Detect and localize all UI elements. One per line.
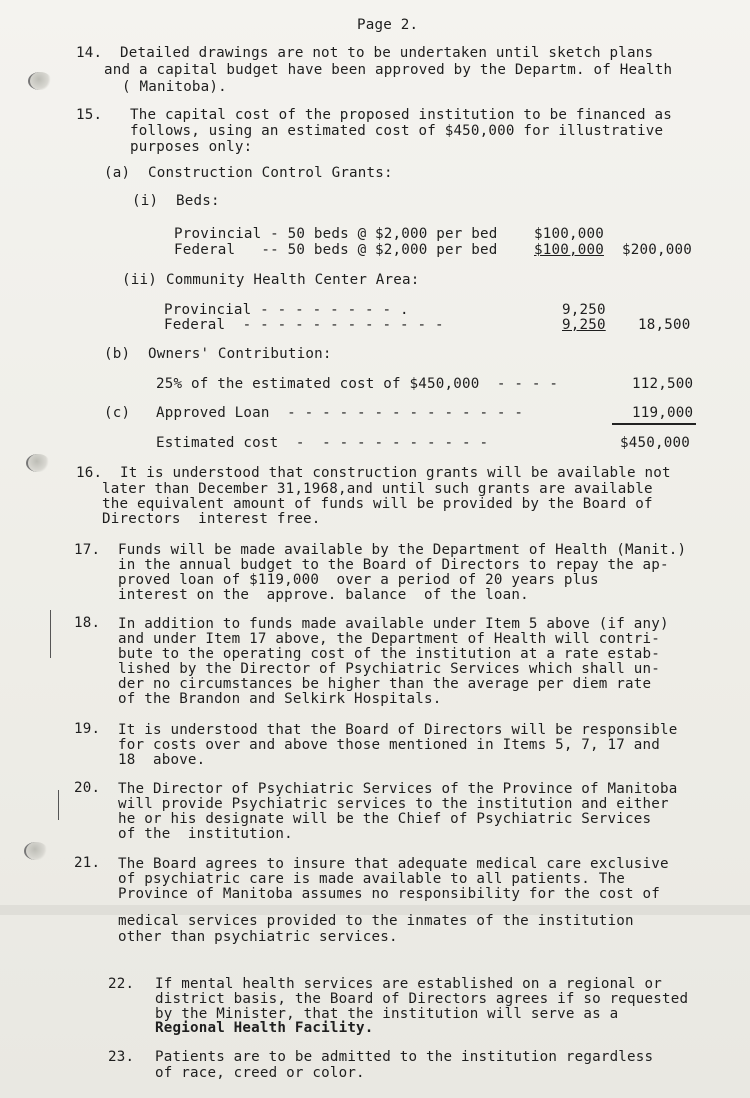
punch-hole-top (28, 72, 52, 90)
loan-underline (612, 423, 696, 425)
item-21-number: 21. (74, 855, 101, 871)
punch-hole-middle (26, 454, 50, 472)
subitem-ii-title: Community Health Center Area: (166, 272, 420, 288)
subitem-a-label: (a) (104, 165, 131, 181)
item-23-number: 23. (108, 1049, 135, 1065)
item-22-line: by the Minister, that the institution will serve as a (155, 1006, 619, 1022)
item-22-line: Regional Health Facility. (155, 1020, 374, 1036)
margin-mark (50, 610, 51, 658)
item-20-line: The Director of Psychiatric Services of the Province of Manitoba (118, 781, 678, 797)
item-21-continuation: medical services provided to the inmates of the institution (118, 913, 634, 929)
estimated-cost-amount: $450,000 (620, 435, 690, 451)
item-21-line: of psychiatric care is made available to all patients. The (118, 871, 626, 887)
subitem-b-title: Owners' Contribution: (148, 346, 332, 362)
item-15-line: purposes only: (130, 139, 253, 155)
item-16-line: later than December 31,1968,and until such grants are available (102, 481, 653, 497)
item-22-number: 22. (108, 976, 135, 992)
item-16-number: 16. (76, 465, 103, 481)
item-16-line: the equivalent amount of funds will be provided by the Board of (102, 496, 653, 512)
item-20-number: 20. (74, 780, 101, 796)
owners-contribution-line: 25% of the estimated cost of $450,000 - - - - (156, 376, 559, 392)
item-21-continuation: other than psychiatric services. (118, 929, 398, 945)
chc-provincial: Provincial - - - - - - - - . (164, 302, 409, 318)
item-23-line: Patients are to be admitted to the institution regardless (155, 1049, 654, 1065)
beds-total: $200,000 (622, 242, 692, 258)
item-18-line: In addition to funds made available under Item 5 above (if any) (118, 616, 669, 632)
subitem-a-title: Construction Control Grants: (148, 165, 393, 181)
punch-hole-lower (24, 842, 48, 860)
item-18-line: der no circumstances be higher than the average per diem rate (118, 676, 652, 692)
subitem-c-label: (c) (104, 405, 131, 421)
owners-contribution-amount: 112,500 (632, 376, 694, 392)
approved-loan-amount: 119,000 (632, 405, 694, 421)
item-19-number: 19. (74, 721, 101, 737)
margin-mark (58, 790, 59, 820)
estimated-cost-line: Estimated cost - - - - - - - - - - - (156, 435, 489, 451)
item-15-line: The capital cost of the proposed institution to be financed as (130, 107, 672, 123)
item-19-line: It is understood that the Board of Directors will be responsible (118, 722, 678, 738)
chc-provincial-amount: 9,250 (562, 302, 606, 318)
item-18-line: bute to the operating cost of the institution at a rate estab- (118, 646, 660, 662)
item-17-line: Funds will be made available by the Department of Health (Manit.) (118, 542, 687, 558)
chc-total: 18,500 (638, 317, 691, 333)
subitem-i-title: Beds: (176, 193, 220, 209)
chc-federal-amount: 9,250 (562, 317, 606, 333)
item-17-line: interest on the approve. balance of the loan. (118, 587, 529, 603)
approved-loan-line: Approved Loan - - - - - - - - - - - - - - (156, 405, 524, 421)
item-22-line: If mental health services are established on a regional or (155, 976, 663, 992)
item-18-line: and under Item 17 above, the Department of Health will contri- (118, 631, 660, 647)
item-14-line: ( Manitoba). (122, 79, 227, 95)
item-14-line: Detailed drawings are not to be undertaken until sketch plans (120, 45, 654, 61)
item-18-line: lished by the Director of Psychiatric Services which shall un- (118, 661, 660, 677)
chc-federal: Federal - - - - - - - - - - - - (164, 317, 444, 333)
item-21-line: Province of Manitoba assumes no responsibility for the cost of (118, 886, 660, 902)
item-16-line: It is understood that construction grants will be available not (120, 465, 671, 481)
beds-federal-amount: $100,000 (534, 242, 604, 258)
item-23-line: of race, creed or color. (155, 1065, 365, 1081)
page-number: Page 2. (357, 17, 419, 33)
item-21-line: The Board agrees to insure that adequate medical care exclusive (118, 856, 669, 872)
item-18-line: of the Brandon and Selkirk Hospitals. (118, 691, 442, 707)
item-20-line: he or his designate will be the Chief of Psychiatric Services (118, 811, 652, 827)
item-19-line: for costs over and above those mentioned in Items 5, 7, 17 and (118, 737, 660, 753)
item-20-line: will provide Psychiatric services to the institution and either (118, 796, 669, 812)
beds-provincial-amount: $100,000 (534, 226, 604, 242)
subitem-ii-label: (ii) (122, 272, 157, 288)
item-20-line: of the institution. (118, 826, 293, 842)
beds-provincial: Provincial - 50 beds @ $2,000 per bed (174, 226, 498, 242)
item-17-line: proved loan of $119,000 over a period of 20 years plus (118, 572, 599, 588)
item-15-line: follows, using an estimated cost of $450,000 for illustrative (130, 123, 664, 139)
subitem-i-label: (i) (132, 193, 159, 209)
item-17-line: in the annual budget to the Board of Directors to repay the ap- (118, 557, 669, 573)
beds-federal: Federal -- 50 beds @ $2,000 per bed (174, 242, 498, 258)
item-15-number: 15. (76, 107, 103, 123)
item-16-line: Directors interest free. (102, 511, 321, 527)
item-14-line: and a capital budget have been approved by the Departm. of Health (104, 62, 673, 78)
item-18-number: 18. (74, 615, 101, 631)
item-22-line: district basis, the Board of Directors agrees if so requested (155, 991, 689, 1007)
item-17-number: 17. (74, 542, 101, 558)
item-14-number: 14. (76, 45, 103, 61)
item-19-line: 18 above. (118, 752, 206, 768)
subitem-b-label: (b) (104, 346, 131, 362)
